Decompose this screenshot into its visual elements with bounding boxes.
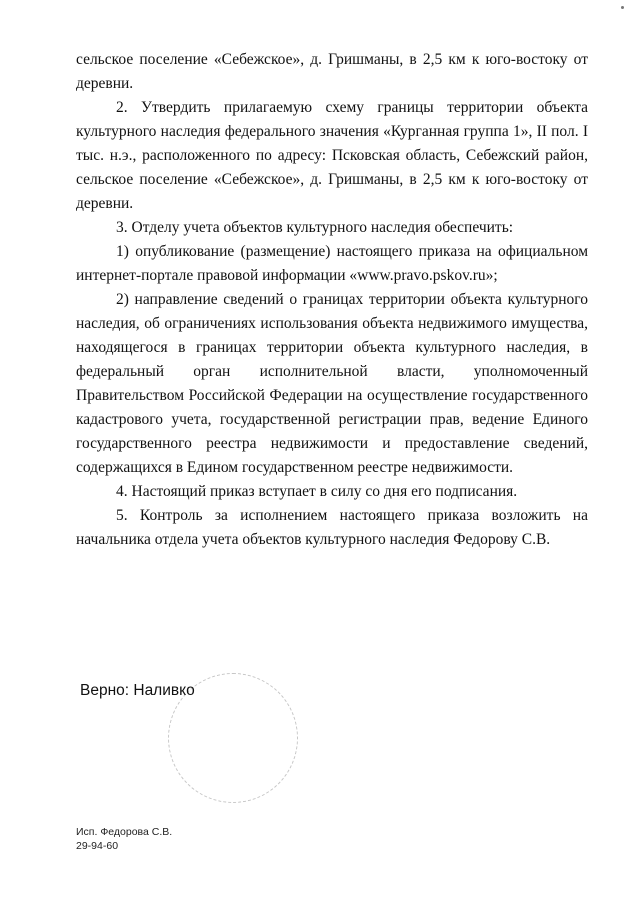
document-body <box>76 48 588 552</box>
paragraph-2: 2. Утвердить прилагаемую схему границы территории объекта культурного наследия федерального значения «Курганная группа 1», II пол. I тыс. н.э., расположенного по адресу: Псковская область, Себежский район, сельское поселение «Себежское», д. Гришманы, в 2,5 км к юго-востоку от деревни. <box>76 99 588 212</box>
paragraph-6: 4. Настоящий приказ вступает в силу со дня его подписания. <box>116 483 518 500</box>
paragraph-1: сельское поселение «Себежское», д. Гришманы, в 2,5 км к юго-востоку от деревни. <box>76 51 588 92</box>
scan-speck <box>621 6 624 9</box>
executor-footer <box>76 825 172 853</box>
paragraph-3: 3. Отделу учета объектов культурного наследия обеспечить: <box>116 219 514 236</box>
executor-name: Исп. Федорова С.В. <box>76 826 173 838</box>
paragraph-5: 2) направление сведений о границах территории объекта культурного наследия, об ограничениях использования объекта недвижимого имущества, находящегося в границах территории объекта культурного наследия, в федеральный орган исполнительной власти, уполномоченный Правительством Российской Федерации на осуществление государственного кадастрового учета, государственной регистрации прав, ведение Единого государственного реестра недвижимости и предоставление сведений, содержащихся в Едином государственном реестре недвижимости. <box>76 291 588 476</box>
paragraph-7: 5. Контроль за исполнением настоящего приказа возложить на начальника отдела учета объектов культурного наследия Федорову С.В. <box>76 507 588 548</box>
executor-phone: 29-94-60 <box>76 840 119 852</box>
paragraph-4: 1) опубликование (размещение) настоящего приказа на официальном интернет-портале правовой информации «www.pravo.pskov.ru»; <box>76 243 588 284</box>
certification-stamp: Верно: Наливко <box>80 682 195 699</box>
